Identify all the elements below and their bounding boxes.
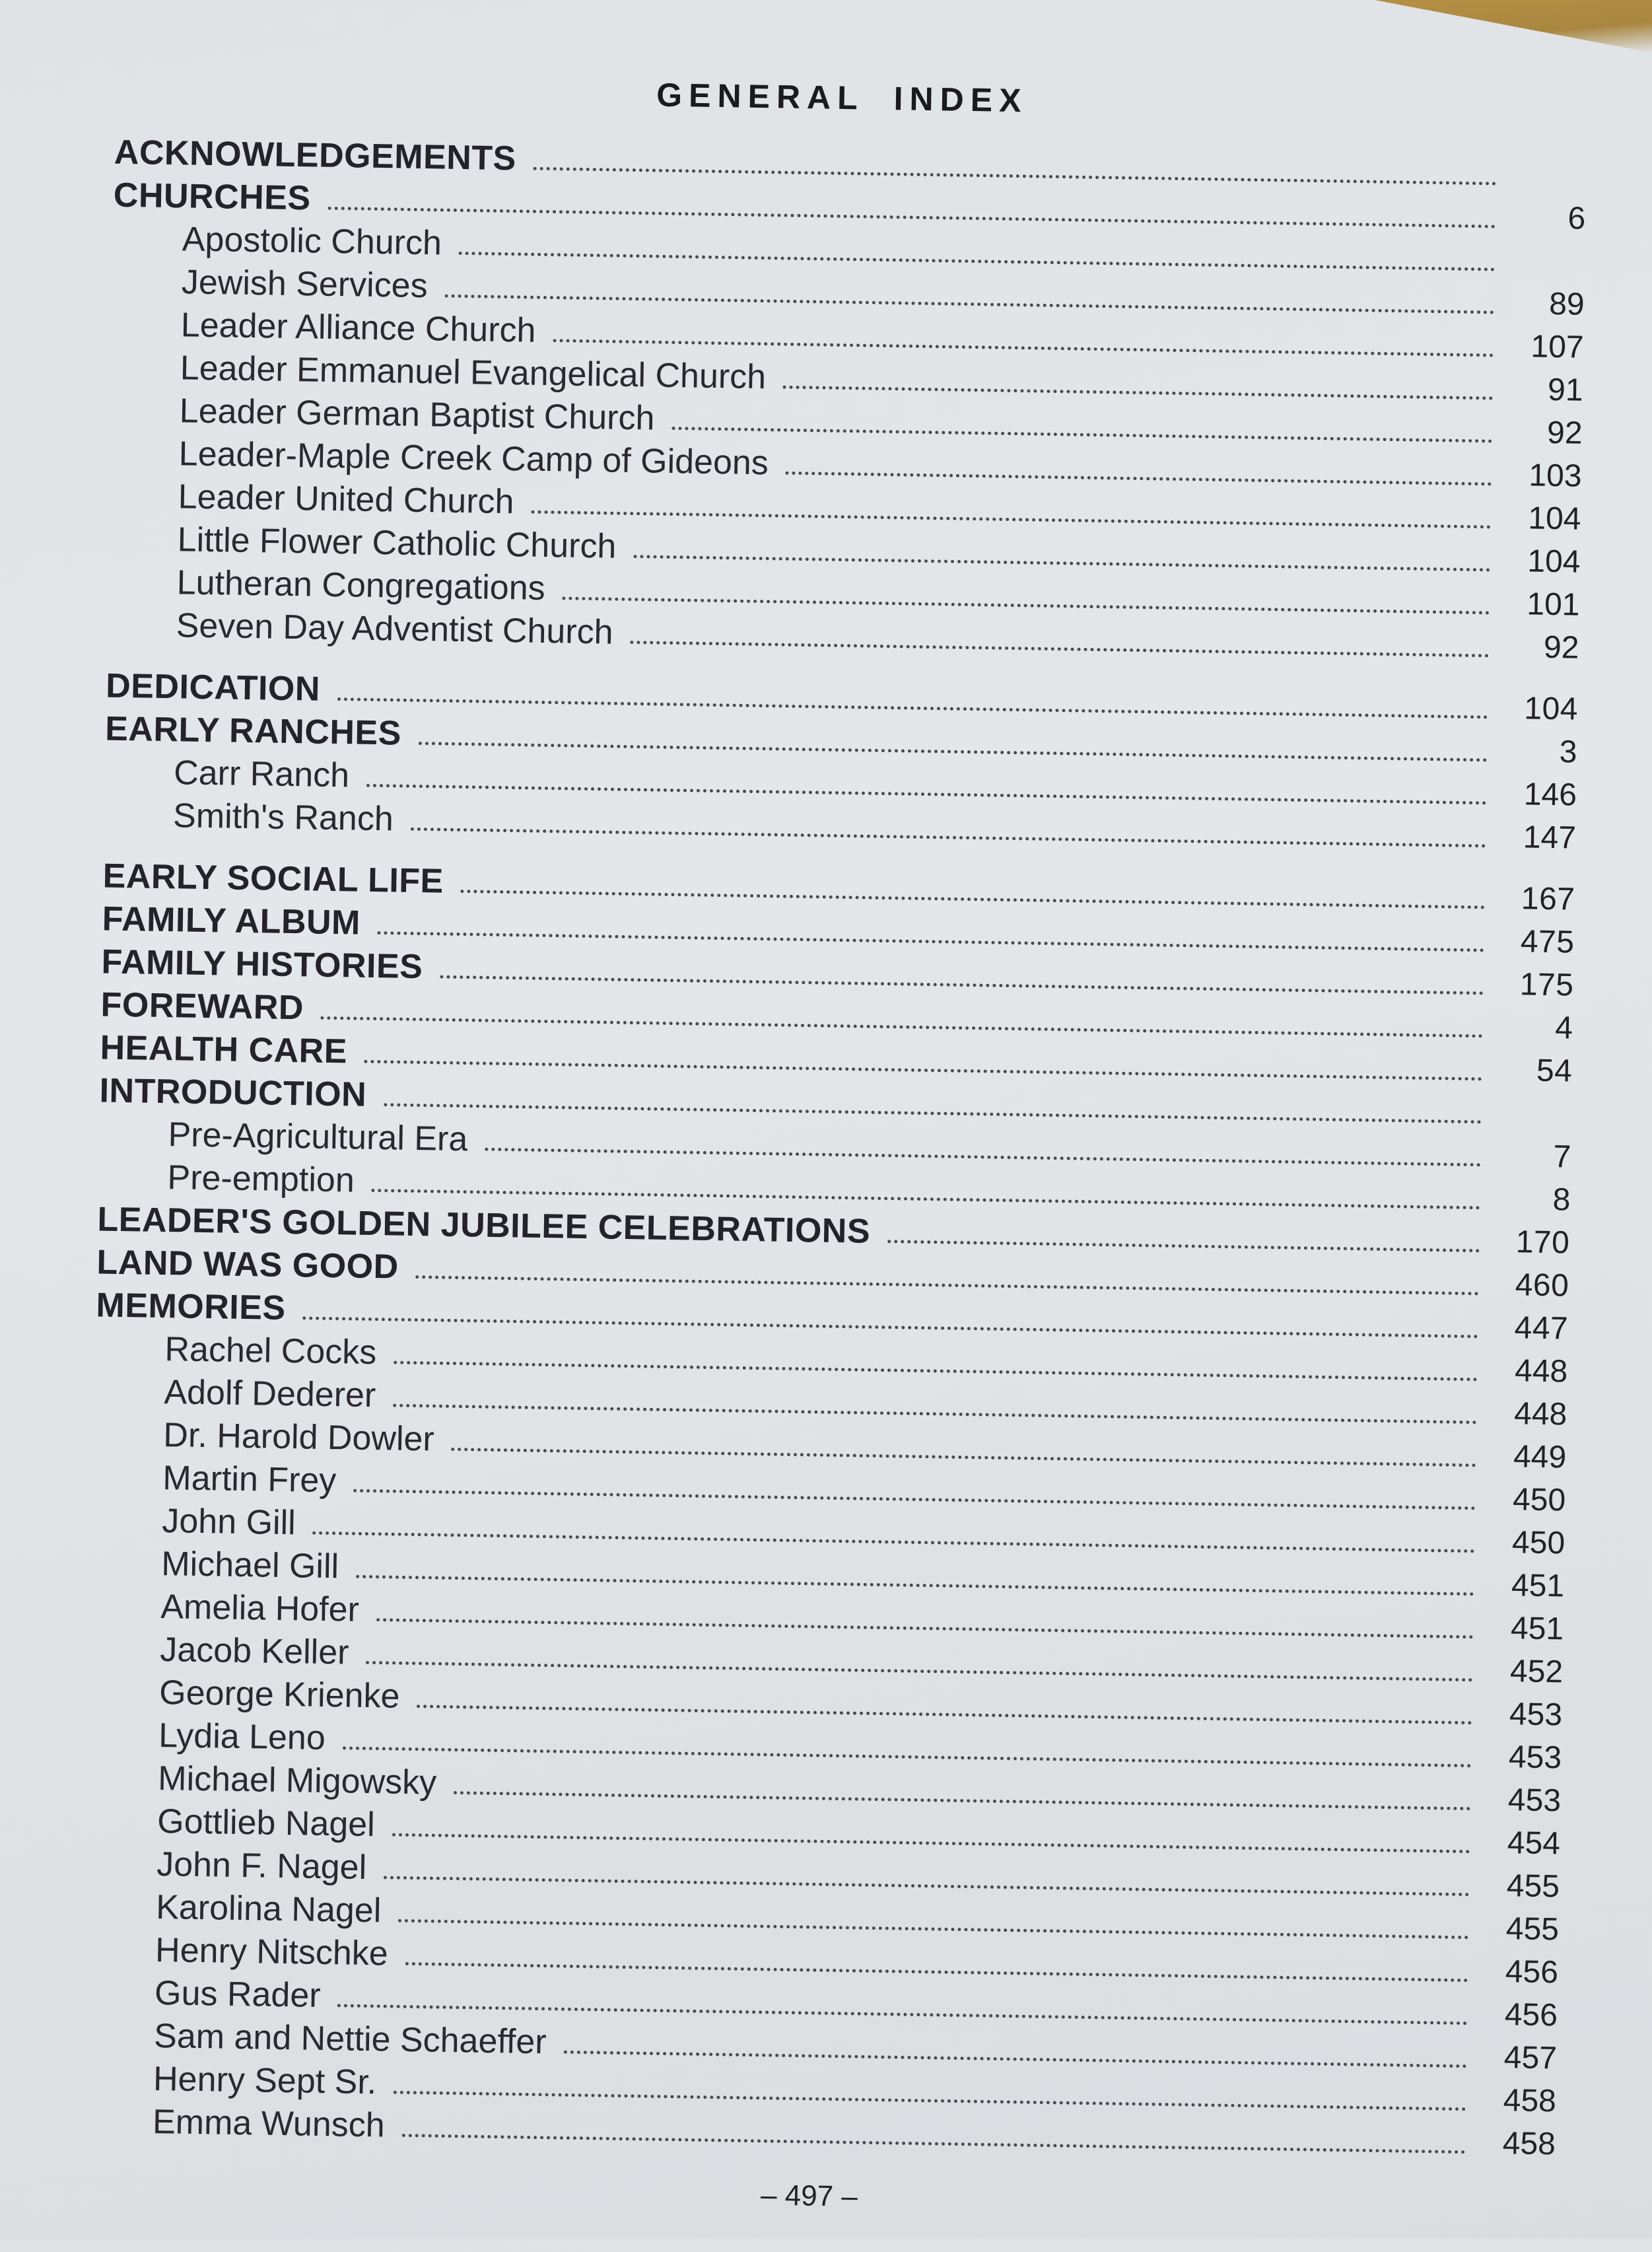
index-subentry-page-number: 104 bbox=[1528, 501, 1581, 537]
index-heading-label: FOREWARD bbox=[100, 985, 304, 1028]
index-subentry-label: Apostolic Church bbox=[182, 220, 442, 263]
index-subentry-page-number: 453 bbox=[1507, 1782, 1562, 1819]
index-subentry-page-number: 7 bbox=[1553, 1139, 1571, 1175]
index-subentry-label: Martin Frey bbox=[162, 1459, 337, 1500]
index-subentry-page-number: 92 bbox=[1543, 629, 1579, 666]
index-subentry-page-number: 103 bbox=[1529, 458, 1582, 494]
page-number: – 497 – bbox=[760, 2179, 858, 2213]
index-heading-label: MEMORIES bbox=[96, 1286, 287, 1327]
index-subentry-page-number: 451 bbox=[1510, 1611, 1564, 1647]
dot-leader bbox=[553, 338, 1494, 357]
index-subentry-label: Amelia Hofer bbox=[160, 1588, 360, 1629]
index-subentry-page-number: 457 bbox=[1503, 2040, 1558, 2076]
dot-leader bbox=[633, 554, 1490, 571]
index-subentry-label: Little Flower Catholic Church bbox=[177, 520, 617, 566]
index-subentry-label: Seven Day Adventist Church bbox=[176, 606, 614, 652]
dot-leader bbox=[887, 1239, 1480, 1252]
index-entries bbox=[83, 131, 1587, 2166]
index-subentry-label: Gottlieb Nagel bbox=[156, 1802, 376, 1845]
index-subentry-page-number: 101 bbox=[1526, 586, 1580, 623]
index-subentry-label: Leader Emmanuel Evangelical Church bbox=[180, 349, 767, 397]
index-subentry-page-number: 455 bbox=[1506, 1868, 1560, 1905]
index-subentry-label: Pre-Agricultural Era bbox=[168, 1115, 468, 1159]
index-heading-page-number: 447 bbox=[1514, 1310, 1569, 1347]
index-subentry-label: Smith's Ranch bbox=[172, 796, 394, 839]
index-subentry-label: Rachel Cocks bbox=[164, 1330, 377, 1372]
index-subentry-label: Sam and Nettie Schaeffer bbox=[153, 2016, 547, 2062]
index-heading-page-number: 167 bbox=[1521, 881, 1575, 917]
index-heading-page-number: 3 bbox=[1559, 734, 1578, 770]
dot-leader bbox=[786, 471, 1492, 486]
index-heading-page-number: 175 bbox=[1519, 967, 1574, 1003]
index-subentry-page-number: 450 bbox=[1511, 1525, 1566, 1561]
index-heading-page-number: 4 bbox=[1554, 1010, 1573, 1046]
index-subentry-page-number: 455 bbox=[1505, 1911, 1560, 1948]
index-subentry-label: Carr Ranch bbox=[173, 754, 350, 795]
index-subentry-label: Michael Migowsky bbox=[157, 1759, 437, 1802]
index-subentry-label: Emma Wunsch bbox=[152, 2102, 386, 2145]
index-subentry-label: Karolina Nagel bbox=[155, 1888, 382, 1930]
index-heading-page-number: 6 bbox=[1567, 201, 1587, 236]
index-subentry-label: Henry Nitschke bbox=[155, 1931, 389, 1973]
index-subentry-page-number: 92 bbox=[1546, 415, 1583, 451]
index-subentry-label: Lutheran Congregations bbox=[176, 563, 546, 608]
index-subentry-page-number: 458 bbox=[1503, 2083, 1557, 2119]
index-heading-page-number: 475 bbox=[1520, 924, 1575, 960]
index-heading-page-number: 104 bbox=[1523, 691, 1579, 727]
index-subentry-label: Henry Sept Sr. bbox=[153, 2059, 377, 2102]
index-subentry-label: Gus Rader bbox=[154, 1973, 322, 2015]
index-subentry-label: Leader German Baptist Church bbox=[179, 392, 655, 438]
index-subentry-page-number: 454 bbox=[1507, 1825, 1561, 1862]
index-subentry-page-number: 147 bbox=[1523, 820, 1577, 856]
index-heading-page-number: 170 bbox=[1515, 1224, 1570, 1261]
index-subentry-page-number: 453 bbox=[1509, 1697, 1563, 1733]
index-heading-label: HEALTH CARE bbox=[100, 1028, 348, 1071]
dot-leader bbox=[562, 596, 1490, 614]
index-subentry-page-number: 452 bbox=[1509, 1654, 1564, 1690]
index-heading-label: LAND WAS GOOD bbox=[96, 1243, 399, 1286]
page-title: GENERAL INDEX bbox=[656, 76, 1028, 120]
index-heading-label: EARLY SOCIAL LIFE bbox=[102, 857, 444, 901]
index-subentry-page-number: 453 bbox=[1508, 1740, 1562, 1776]
dot-leader bbox=[630, 640, 1489, 657]
dot-leader bbox=[401, 2133, 1465, 2154]
index-subentry-label: Lydia Leno bbox=[158, 1716, 326, 1758]
dot-leader bbox=[671, 426, 1492, 443]
index-subentry-label: Pre-emption bbox=[167, 1158, 355, 1200]
index-heading-label: LEADER'S GOLDEN JUBILEE CELEBRATIONS bbox=[97, 1200, 871, 1251]
index-subentry-page-number: 448 bbox=[1514, 1353, 1568, 1390]
index-subentry-page-number: 448 bbox=[1513, 1396, 1567, 1432]
index-subentry-page-number: 89 bbox=[1548, 286, 1585, 322]
index-heading-label: DEDICATION bbox=[105, 666, 321, 709]
index-heading-label: FAMILY HISTORIES bbox=[101, 942, 423, 987]
index-subentry-label: George Krienke bbox=[158, 1673, 400, 1716]
index-heading-label: INTRODUCTION bbox=[99, 1071, 367, 1114]
index-heading-page-number: 460 bbox=[1515, 1267, 1569, 1304]
dot-leader bbox=[563, 2050, 1466, 2068]
index-subentry-label: Jewish Services bbox=[181, 263, 429, 306]
dot-leader bbox=[783, 385, 1494, 400]
index-heading-label: ACKNOWLEDGEMENTS bbox=[114, 133, 517, 178]
index-subentry-label: Jacob Keller bbox=[159, 1631, 349, 1672]
index-subentry-page-number: 458 bbox=[1502, 2126, 1556, 2162]
index-subentry-label: Leader Alliance Church bbox=[180, 306, 536, 350]
index-subentry-page-number: 8 bbox=[1552, 1182, 1571, 1218]
index-subentry-label: Michael Gill bbox=[160, 1545, 339, 1586]
index-subentry-page-number: 107 bbox=[1531, 329, 1585, 365]
index-subentry-page-number: 456 bbox=[1505, 1954, 1559, 1990]
index-subentry-label: Leader-Maple Creek Camp of Gideons bbox=[178, 435, 769, 483]
index-heading-label: EARLY RANCHES bbox=[104, 709, 402, 753]
index-subentry-label: Dr. Harold Dowler bbox=[162, 1416, 435, 1459]
index-subentry-page-number: 450 bbox=[1512, 1482, 1566, 1518]
index-subentry-label: Leader United Church bbox=[178, 477, 514, 522]
dot-leader bbox=[410, 827, 1486, 848]
index-subentry-label: Adolf Dederer bbox=[164, 1373, 376, 1415]
index-subentry-page-number: 449 bbox=[1513, 1439, 1567, 1475]
index-subentry-page-number: 104 bbox=[1527, 544, 1581, 580]
index-heading-label: FAMILY ALBUM bbox=[102, 899, 361, 942]
index-subentry-page-number: 91 bbox=[1547, 372, 1583, 408]
index-heading-label: CHURCHES bbox=[113, 176, 312, 218]
index-subentry-label: John Gill bbox=[161, 1502, 296, 1543]
index-subentry-page-number: 451 bbox=[1511, 1568, 1565, 1604]
index-subentry-page-number: 456 bbox=[1504, 1997, 1558, 2033]
index-subentry-label: John F. Nagel bbox=[156, 1845, 367, 1887]
index-heading-page-number: 54 bbox=[1536, 1053, 1573, 1089]
index-subentry-page-number: 146 bbox=[1523, 777, 1577, 813]
